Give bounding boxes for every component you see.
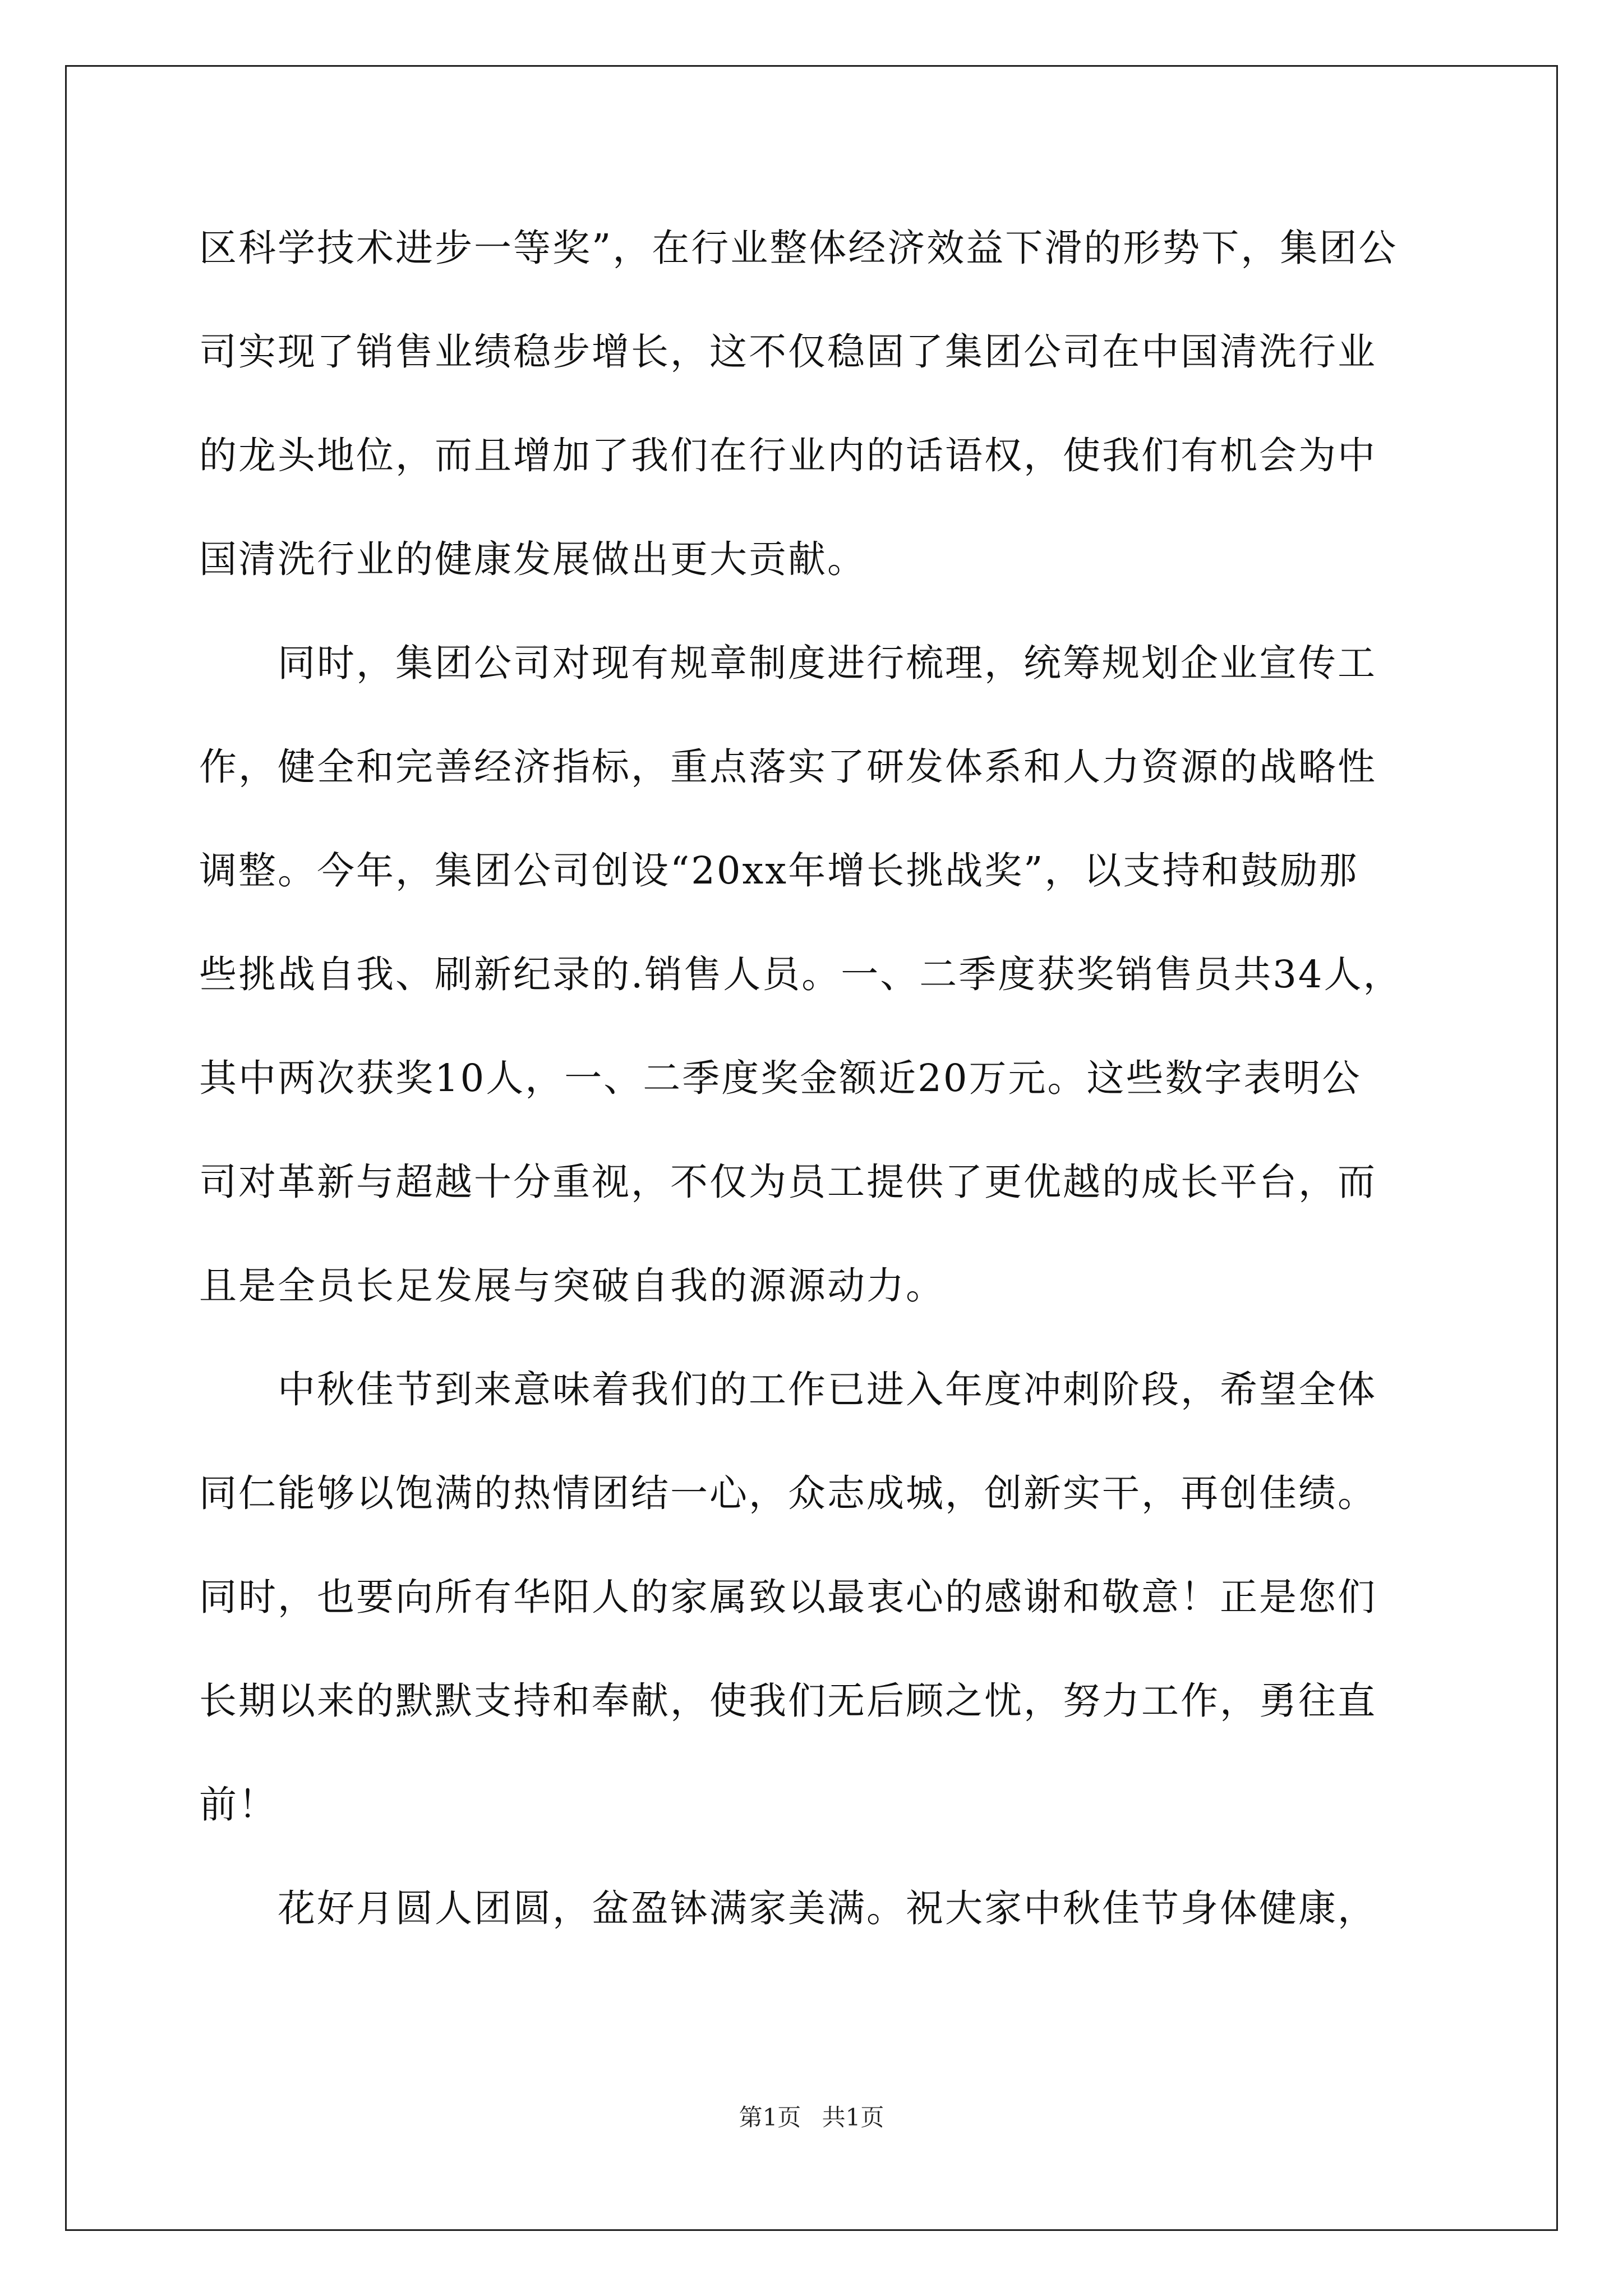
page-footer	[0, 2101, 1623, 2134]
text-line: 作，健全和完善经济指标，重点落实了研发体系和人力资源的战略性	[199, 745, 1377, 789]
text-line: 调整。今年，集团公司创设“20xx年增长挑战奖”，以支持和鼓励那	[199, 849, 1359, 892]
text-line: 司实现了销售业绩稳步增长，这不仅稳固了集团公司在中国清洗行业	[199, 330, 1377, 374]
paragraph-first-line: 花好月圆人团圆，盆盈钵满家美满。祝大家中秋佳节身体健康，	[278, 1887, 1377, 1930]
text-line: 前！	[199, 1783, 278, 1826]
text-line: 其中两次获奖10人，一、二季度奖金额近20万元。这些数字表明公	[199, 1056, 1362, 1100]
text-line: 且是全员长足发展与突破自我的源源动力。	[199, 1264, 945, 1308]
page-number: 第1页	[739, 2104, 801, 2131]
text-line: 国清洗行业的健康发展做出更大贡献。	[199, 537, 866, 581]
paragraph-first-line: 同时，集团公司对现有规章制度进行梳理，统筹规划企业宣传工	[278, 641, 1377, 685]
text-line: 些挑战自我、刷新纪录的.销售人员。一、二季度获奖销售员共34人，	[199, 953, 1403, 996]
text-line: 司对革新与超越十分重视，不仅为员工提供了更优越的成长平台，而	[199, 1160, 1377, 1204]
text-line: 同仁能够以饱满的热情团结一心，众志成城，创新实干，再创佳绩。	[199, 1471, 1377, 1515]
text-line: 长期以来的默默支持和奉献，使我们无后顾之忧，努力工作，勇往直	[199, 1679, 1377, 1723]
text-line: 区科学技术进步一等奖”，在行业整体经济效益下滑的形势下，集团公	[199, 226, 1398, 270]
document-body	[199, 196, 1433, 1961]
text-line: 的龙头地位，而且增加了我们在行业内的话语权，使我们有机会为中	[199, 434, 1377, 477]
text-line: 同时，也要向所有华阳人的家属致以最衷心的感谢和敬意！正是您们	[199, 1575, 1377, 1619]
paragraph-first-line: 中秋佳节到来意味着我们的工作已进入年度冲刺阶段，希望全体	[278, 1368, 1377, 1411]
page-total: 共1页	[822, 2104, 884, 2131]
